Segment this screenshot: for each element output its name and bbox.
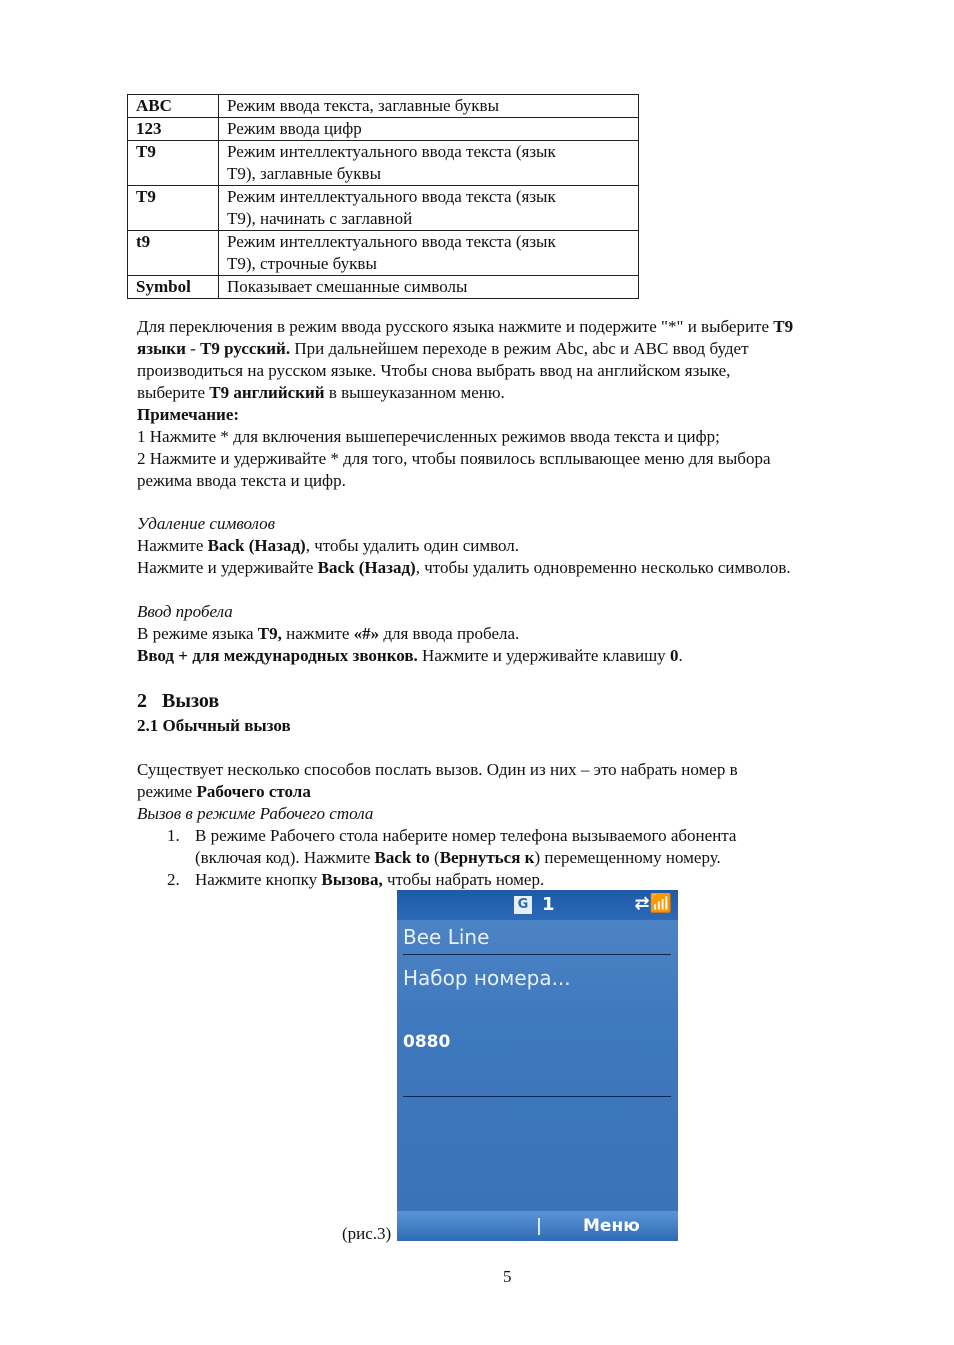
- mode-key: T9: [128, 141, 219, 186]
- subsection-heading: 2.1 Обычный вызов: [137, 716, 291, 735]
- mode-description: [219, 231, 639, 276]
- mode-description-line: Т9), строчные буквы: [227, 254, 377, 273]
- mode-key: 123: [128, 118, 219, 141]
- space-line: Ввод + для международных звонков. Нажмите и удерживайте клавишу 0.: [137, 646, 683, 665]
- mode-row: [128, 118, 639, 141]
- input-modes-table: [127, 94, 639, 299]
- note-line: режима ввода текста и цифр.: [137, 471, 346, 490]
- mode-description: [219, 118, 639, 141]
- section-paragraph-line: Существует несколько способов послать вызов. Один из них – это набрать номер в: [137, 760, 738, 779]
- phone-screenshot: [397, 890, 678, 1241]
- mode-description: [219, 276, 639, 299]
- mode-description-line: Режим ввода текста, заглавные буквы: [227, 96, 500, 115]
- mode-key: T9: [128, 186, 219, 231]
- mode-key: Symbol: [128, 276, 219, 299]
- mode-row: [128, 231, 639, 276]
- dialing-status: Набор номера...: [403, 966, 571, 990]
- divider: [403, 954, 671, 955]
- mode-description-line: Режим интеллектуального ввода текста (язык: [227, 187, 556, 206]
- mode-description-line: Режим ввода цифр: [227, 119, 362, 138]
- mode-description-line: Т9), заглавные буквы: [227, 164, 381, 183]
- space-subtitle: Ввод пробела: [137, 602, 233, 621]
- note-line: 2 Нажмите и удерживайте * для того, чтобы появилось всплывающее меню для выбора: [137, 449, 771, 468]
- mode-key: t9: [128, 231, 219, 276]
- note-line: 1 Нажмите * для включения вышеперечисленных режимов ввода текста и цифр;: [137, 427, 720, 446]
- page-number: 5: [503, 1267, 512, 1286]
- delete-line: Нажмите Back (Назад), чтобы удалить один символ.: [137, 536, 520, 555]
- paragraph-line: выберите T9 английский в вышеуказанном меню.: [137, 383, 505, 402]
- phone-status-bar: [397, 890, 678, 920]
- network-g-icon: G: [514, 896, 532, 914]
- mode-description-line: Показывает смешанные символы: [227, 277, 468, 296]
- soft-key-bar: [397, 1211, 678, 1241]
- carrier-name: Bee Line: [403, 925, 490, 949]
- delete-subtitle: Удаление символов: [137, 514, 276, 533]
- figure-caption: (рис.3): [342, 1224, 392, 1243]
- divider: [403, 1096, 671, 1097]
- note-title: Примечание:: [137, 405, 240, 424]
- dialed-number: 0880: [403, 1032, 451, 1052]
- mode-description-line: Режим интеллектуального ввода текста (язык: [227, 232, 556, 251]
- space-line: В режиме языка T9, нажмите «#» для ввода пробела.: [137, 624, 520, 643]
- mode-description-line: Режим интеллектуального ввода текста (язык: [227, 142, 556, 161]
- mode-description: [219, 186, 639, 231]
- paragraph-line: Для переключения в режим ввода русского языка нажмите и подержите "*" и выберите T9: [137, 317, 794, 336]
- menu-soft-key[interactable]: Меню: [583, 1216, 640, 1236]
- mode-description: [219, 141, 639, 186]
- section-heading: 2 Вызов: [137, 690, 220, 712]
- mode-row: [128, 186, 639, 231]
- signal-icon: ⇄📶: [634, 893, 672, 914]
- delete-line: Нажмите и удерживайте Back (Назад), чтобы удалить одновременно несколько символов.: [137, 558, 791, 577]
- mode-row: [128, 141, 639, 186]
- mode-key: ABC: [128, 95, 219, 118]
- paragraph-line: производиться на русском языке. Чтобы снова выбрать ввод на английском языке,: [137, 361, 731, 380]
- mode-description-line: Т9), начинать с заглавной: [227, 209, 413, 228]
- mode-row: [128, 276, 639, 299]
- section-paragraph-line: режиме Рабочего стола: [137, 782, 311, 801]
- desktop-call-subtitle: Вызов в режиме Рабочего стола: [137, 804, 374, 823]
- soft-key-separator: [538, 1218, 540, 1235]
- mode-description: [219, 95, 639, 118]
- paragraph-line: языки - T9 русский. При дальнейшем переходе в режим Abc, abc и ABC ввод будет: [137, 339, 749, 358]
- line-number: 1: [542, 894, 555, 915]
- mode-row: [128, 95, 639, 118]
